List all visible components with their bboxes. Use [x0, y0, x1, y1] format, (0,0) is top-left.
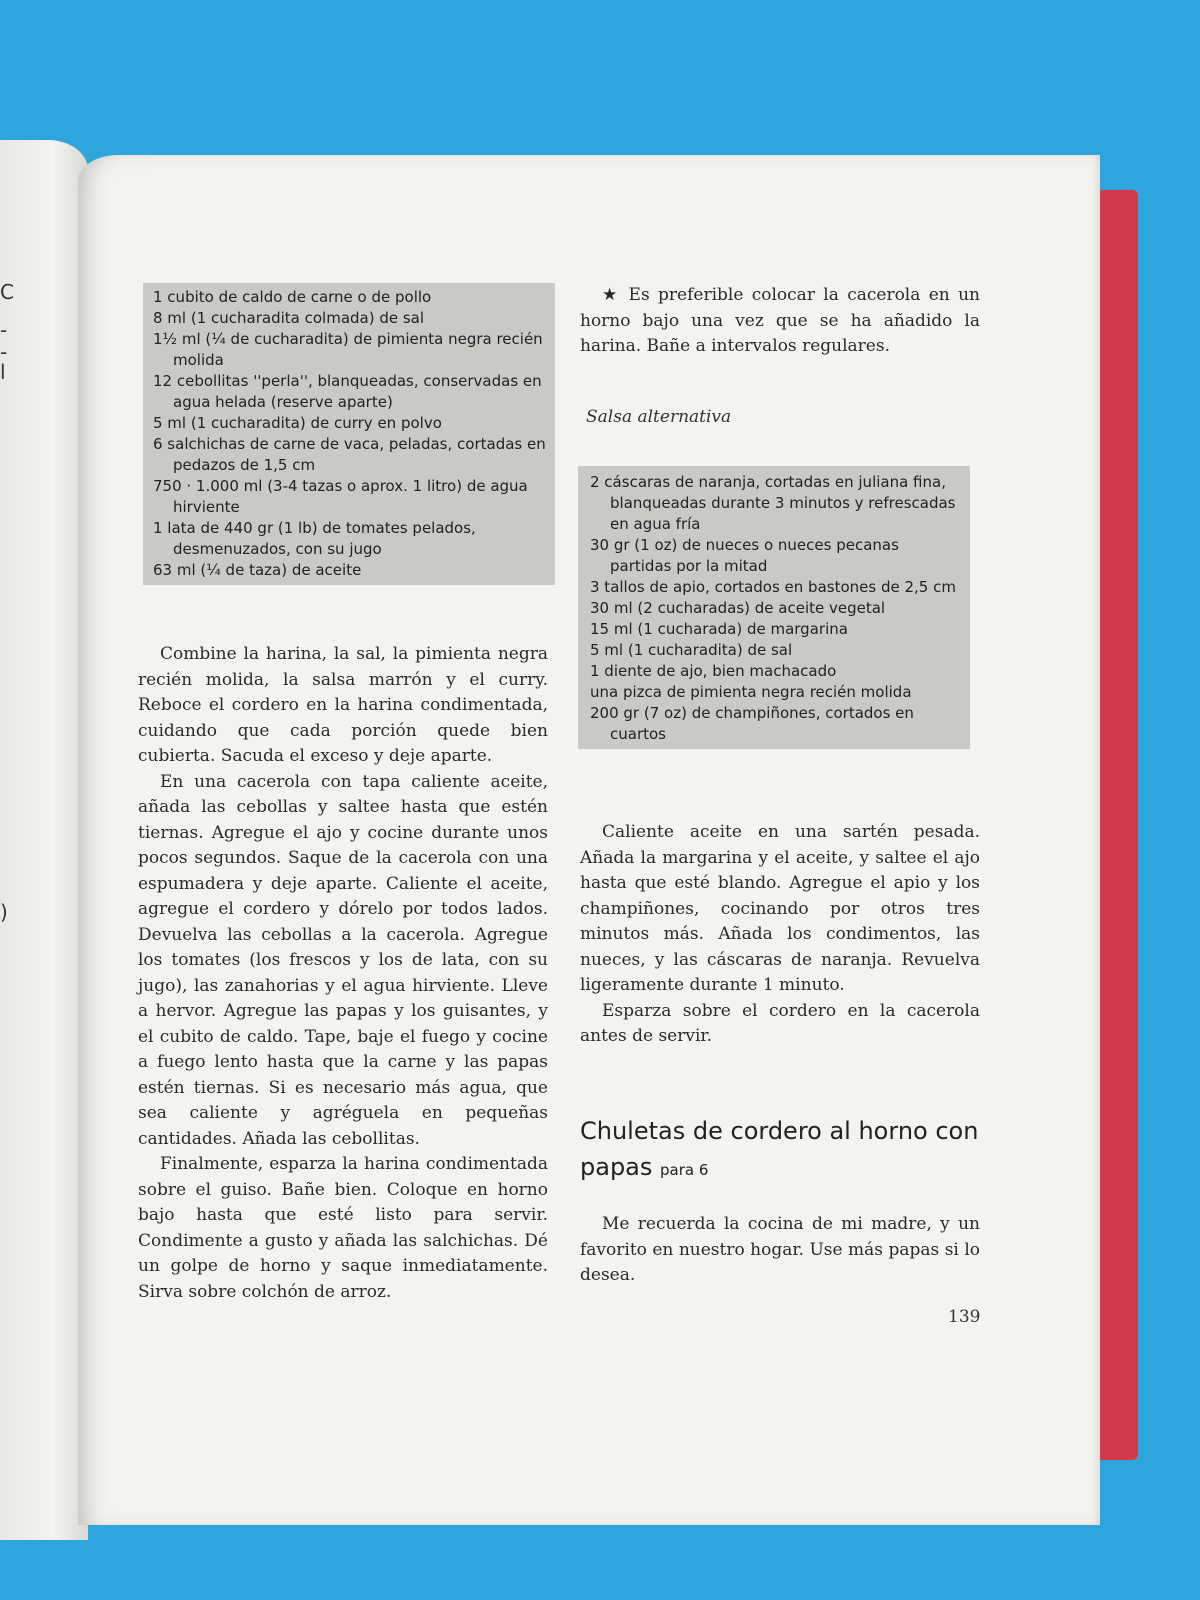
ingredient-item: 5 ml (1 cucharadita) de curry en polvo [153, 414, 442, 432]
left-mark: - [0, 340, 8, 364]
method-right-column [580, 820, 980, 1050]
recipe-title-text: Chuletas de cordero al horno con papas [580, 1117, 979, 1181]
recipe-serving: para 6 [660, 1161, 709, 1179]
ingredient-item: 1 lata de 440 gr (1 lb) de tomates pelados, desmenuzados, con su jugo [153, 519, 476, 558]
method-paragraph: Finalmente, esparza la harina condimentada sobre el guiso. Bañe bien. Coloque en horno bajo hasta que esté listo para servir. Condimente a gusto y añada las salchichas. Dé un golpe de horno y saque inmediatamente. Sirva sobre colchón de arroz. [138, 1154, 548, 1302]
ingredient-item: una pizca de pimienta negra recién molida [590, 683, 912, 701]
salsa-subtitle: Salsa alternativa [586, 407, 732, 427]
left-mark: - [0, 318, 8, 342]
tip-note-text: ★ Es preferible colocar la cacerola en un horno bajo una vez que se ha añadido la harina. Bañe a intervalos regulares. [580, 285, 980, 356]
method-paragraph: Combine la harina, la sal, la pimienta negra recién molida, la salsa marrón y el curry. Reboce el cordero en la harina condimentada, cuidando que cada porción quede bien cubierta. Sacuda el exceso y deje aparte. [138, 644, 548, 766]
ingredient-item: 63 ml (¼ de taza) de aceite [153, 561, 362, 579]
recipe-intro-text: Me recuerda la cocina de mi madre, y un favorito en nuestro hogar. Use más papas si lo desea. [580, 1214, 980, 1285]
ingredient-item: 30 gr (1 oz) de nueces o nueces pecanas partidas por la mitad [590, 536, 899, 575]
ingredients-box-right [578, 466, 970, 749]
book-page [78, 155, 1100, 1525]
ingredient-item: 5 ml (1 cucharadita) de sal [590, 641, 793, 659]
left-mark: l [0, 360, 6, 384]
ingredient-item: 2 cáscaras de naranja, cortadas en juliana fina, blanqueadas durante 3 minutos y refrescadas en agua fría [590, 473, 956, 533]
left-mark: C [0, 280, 14, 304]
left-page-edge [0, 140, 88, 1540]
recipe-title [580, 1113, 1000, 1188]
ingredient-item: 1 diente de ajo, bien machacado [590, 662, 837, 680]
ingredient-item: 1½ ml (¼ de cucharadita) de pimienta negra recién molida [153, 330, 543, 369]
method-paragraph: Caliente aceite en una sartén pesada. Añada la margarina y el aceite, y saltee el ajo hasta que esté blando. Agregue el apio y los champiñones, cocinando por otros tres minutos más. Añada los condimentos, las nueces, y las cáscaras de naranja. Revuelva ligeramente durante 1 minuto. [580, 822, 980, 995]
method-paragraph: Esparza sobre el cordero en la cacerola antes de servir. [580, 1000, 980, 1046]
ingredient-item: 15 ml (1 cucharada) de margarina [590, 620, 848, 638]
ingredient-item: 8 ml (1 cucharadita colmada) de sal [153, 309, 425, 327]
ingredient-item: 750 · 1.000 ml (3-4 tazas o aprox. 1 litro) de agua hirviente [153, 477, 528, 516]
page-number: 139 [948, 1307, 981, 1327]
method-left-column [138, 642, 548, 1305]
tip-note [580, 283, 980, 360]
ingredient-item: 30 ml (2 cucharadas) de aceite vegetal [590, 599, 886, 617]
ingredient-item: 6 salchichas de carne de vaca, peladas, cortadas en pedazos de 1,5 cm [153, 435, 546, 474]
ingredient-item: 1 cubito de caldo de carne o de pollo [153, 288, 432, 306]
ingredient-item: 200 gr (7 oz) de champiñones, cortados en cuartos [590, 704, 914, 743]
ingredient-item: 3 tallos de apio, cortados en bastones de 2,5 cm [590, 578, 956, 596]
recipe-intro [580, 1212, 980, 1289]
ingredients-box-left [143, 283, 555, 585]
ingredient-item: 12 cebollitas ''perla'', blanqueadas, conservadas en agua helada (reserve aparte) [153, 372, 542, 411]
method-paragraph: En una cacerola con tapa caliente aceite, añada las cebollas y saltee hasta que estén tiernas. Agregue el ajo y cocine durante unos pocos segundos. Saque de la cacerola con una espumadera y deje aparte. Caliente el aceite, agregue el cordero y dórelo por todos lados. Devuelva las cebollas a la cacerola. Agregue los tomates (los frescos y los de lata, con su jugo), las zanahorias y el agua hirviente. Lleve a hervor. Agregue las papas y los guisantes, y el cubito de caldo. Tape, baje el fuego y cocine a fuego lento hasta que la carne y las papas estén tiernas. Si es necesario más agua, que sea caliente y agréguela en pequeñas cantidades. Añada las cebollitas. [138, 771, 548, 1149]
left-mark: ) [0, 900, 8, 924]
